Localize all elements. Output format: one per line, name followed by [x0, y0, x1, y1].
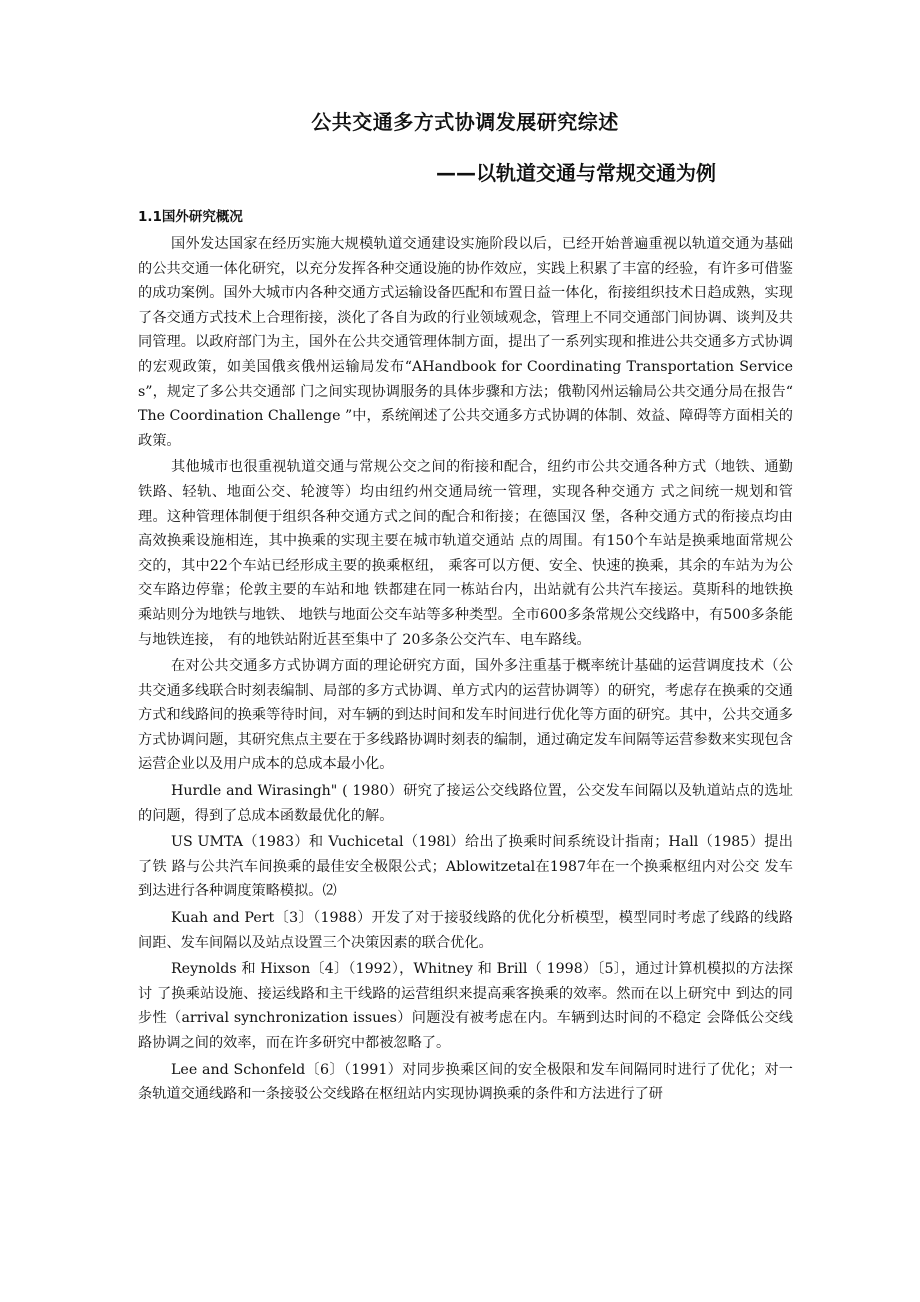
- paragraph-lee: Lee and Schonfeld〔6〕（1991）对同步换乘区间的安全极限和发车间隔同时进行了优化；对一条轨道交通线路和一条接驳公交线路在枢纽站内实现协调换乘的条件和方法进行了研: [138, 1061, 793, 1103]
- document-body: [138, 232, 793, 1109]
- paragraph-cities: 其他城市也很重视轨道交通与常规公交之间的衔接和配合，纽约市公共交通各种方式（地铁、通勤铁路、轻轨、地面公交、轮渡等）均由纽约州交通局统一管理，实现各种交通方 式之间统一规划和管理。这种管理体制便于组织各种交通方式之间的配合和衔接；在德国汉 堡，各种交通方式的衔接点均由高效换乘设施相连，其中换乘的实现主要在城市轨道交通站 点的周围。有150个车站是换乘地面常规公交的，其中22个车站已经形成主要的换乘枢纽， 乘客可以方便、安全、快速的换乘，其余的车站为为公交车路边停靠；伦敦主要的车站和地 铁都建在同一栋站台内，出站就有公共汽车接运。莫斯科的地铁换乘站则分为地铁与地铁、 地铁与地面公交车站等多种类型。全市600多条常规公交线路中，有500多条能与地铁连接， 有的地铁站附近甚至集中了 20多条公交汽车、电车路线。: [138, 459, 793, 648]
- section-heading: 1.1国外研究概况: [138, 209, 243, 225]
- document-subtitle: ——以轨道交通与常规交通为例: [436, 161, 716, 185]
- document-title: 公共交通多方式协调发展研究综述: [311, 110, 619, 134]
- paragraph-hurdle: Hurdle and Wirasingh" ( 1980）研究了接运公交线路位置，公交发车间隔以及轨道站点的选址的问题，得到了总成本函数最优化的解。: [138, 783, 793, 824]
- paragraph-kuah: Kuah and Pert〔3〕（1988）开发了对于接驳线路的优化分析模型，模型同时考虑了线路的线路间距、发车间隔以及站点设置三个决策因素的联合优化。: [138, 910, 793, 951]
- paragraph-overview: 国外发达国家在经历实施大规模轨道交通建设实施阶段以后，已经开始普遍重视以轨道交通为基础的公共交通一体化研究，以充分发挥各种交通设施的协作效应，实践上积累了丰富的经验，有许多可借鉴的成功案例。国外大城市内各种交通方式运输设备匹配和布置日益一体化，衔接组织技术日趋成熟，实现了各交通方式技术上合理衔接，淡化了各自为政的行业领域观念，管理上不同交通部门间协调、谈判及共同管理。以政府部门为主，国外在公共交通管理体制方面，提出了一系列实现和推进公共交通多方式协调的宏观政策，如美国俄亥俄州运输局发布“AHandbook for Coordinating Transportation Services”，规定了多公共交通部 门之间实现协调服务的具体步骤和方法；俄勒冈州运输局公共交通分局在报告“ The Coordination Challenge ”中，系统阐述了公共交通多方式协调的体制、效益、障碍等方面相关的政策。: [138, 236, 793, 449]
- paragraph-theory: 在对公共交通多方式协调方面的理论研究方面，国外多注重基于概率统计基础的运营调度技术（公共交通多线联合时刻表编制、局部的多方式协调、单方式内的运营协调等）的研究，考虑存在换乘的交通方式和线路间的换乘等待时间，对车辆的到达时间和发车时间进行优化等方面的研究。其中，公共交通多方式协调问题，其研究焦点主要在于多线路协调时刻表的编制，通过确定发车间隔等运营参数来实现包含运营企业以及用户成本的总成本最小化。: [138, 658, 793, 773]
- paragraph-umta: US UMTA（1983）和 Vuchicetal（198l）给出了换乘时间系统设计指南；Hall（1985）提出了铁 路与公共汽车间换乘的最佳安全极限公式；Ablowitzetal在1987年在一个换乘枢纽内对公交 发车到达进行各种调度策略模拟。⑵: [138, 834, 793, 900]
- paragraph-reynolds: Reynolds 和 Hixson〔4〕（1992），Whitney 和 Brill（ 1998）〔5〕，通过计算机模拟的方法探讨 了换乘站设施、接运线路和主干线路的运营组织来提高乘客换乘的效率。然而在以上研究中 到达的同步性（arrival synchronization issues）问题没有被考虑在内。车辆到达时间的不稳定 会降低公交线路协调之间的效率，而在许多研究中都被忽略了。: [138, 961, 793, 1051]
